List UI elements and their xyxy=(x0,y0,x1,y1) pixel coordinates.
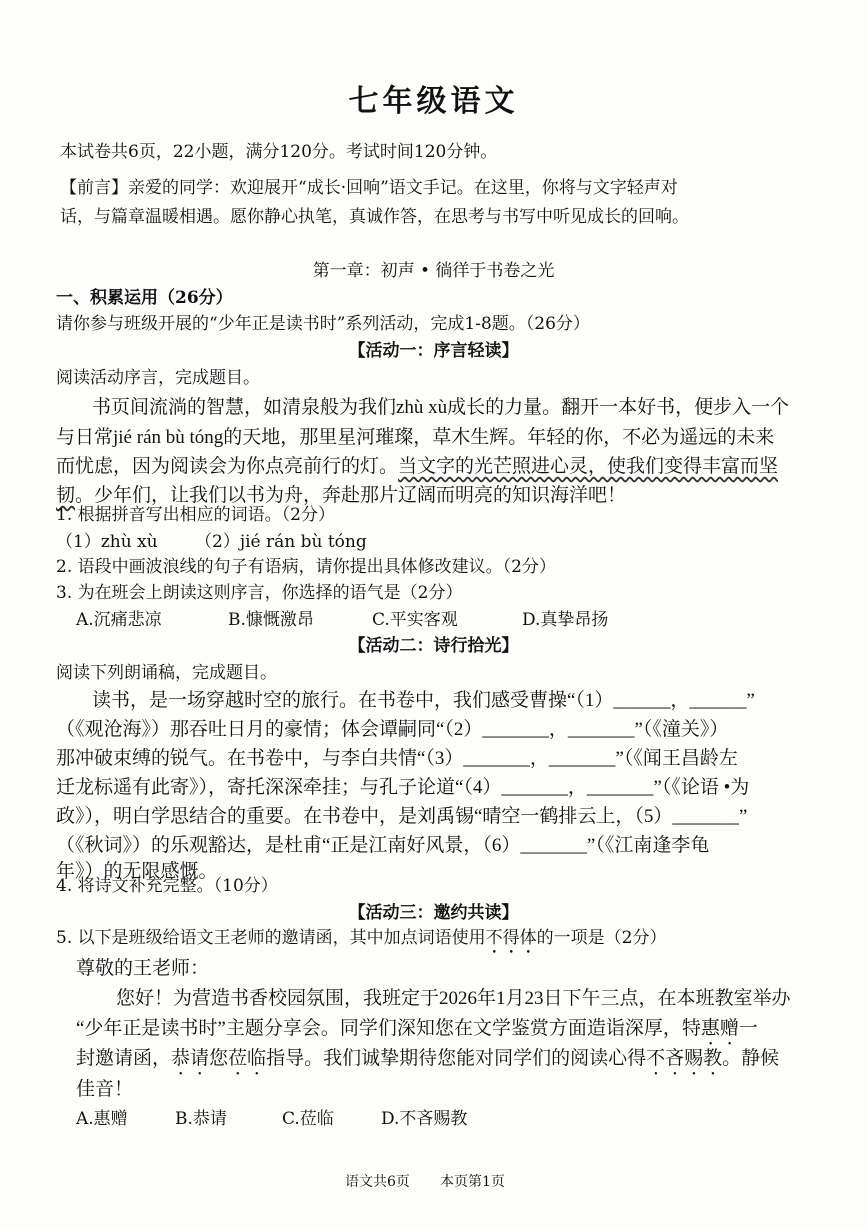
invitation-text: 您 xyxy=(209,1048,229,1069)
activity-2-instruction: 阅读下列朗诵稿，完成题目。 xyxy=(56,663,277,683)
question-5-option-a: A.惠赠 xyxy=(76,1109,128,1129)
invitation-line-4: 佳音！ xyxy=(76,1079,134,1100)
chapter-heading: 第一章：初声 • 徜徉于书卷之光 xyxy=(312,261,555,281)
invitation-line-1: 您好！为营造书香校园氛围，我班定于2026年1月23日下午三点，在本班教室举办 xyxy=(116,988,791,1009)
recitation-line-5: 政》），明白学思结合的重要。在书卷中，是刘禹锡“晴空一鹤排云上，（5）_______” xyxy=(56,806,748,827)
invitation-text: 封邀请函， xyxy=(76,1048,172,1069)
preface-line-1: 【前言】亲爱的同学：欢迎展开“成长·回响”语文手记。在这里，你将与文字轻声对 xyxy=(60,178,678,198)
question-4: 4. 将诗文补充完整。（10分） xyxy=(56,876,278,896)
question-3-option-c: C.平实客观 xyxy=(372,610,458,630)
emphasized-text: 不得体 xyxy=(485,928,537,948)
activity-2-title: 【活动二：诗行拾光】 xyxy=(348,636,519,656)
question-2: 2. 语段中画波浪线的句子有语病，请你提出具体修改建议。（2分） xyxy=(56,557,556,577)
dotted-word-lilin: 莅临 xyxy=(228,1048,267,1069)
recitation-line-3: 那冲破束缚的锐气。在书卷中，与李白共情“（3）_______，_______”（《闻王昌龄左 xyxy=(56,748,738,769)
question-3: 3. 为在班会上朗读这则序言，你选择的语气是（2分） xyxy=(56,583,463,603)
question-5-option-c: C.莅临 xyxy=(282,1109,334,1129)
question-3-option-a: A.沉痛悲凉 xyxy=(76,610,162,630)
dotted-word-bulincijiao: 不吝赐教 xyxy=(646,1048,723,1069)
wavy-underlined-sentence: 当文字的光芒照进心灵，使我们变得丰富而坚 xyxy=(398,456,779,477)
passage-text: 。少年们，让我们以书为舟，奔赴那片辽阔而明亮的知识海洋吧！ xyxy=(75,485,627,506)
question-5-option-d: D.不吝赐教 xyxy=(381,1109,468,1129)
activity-3-title: 【活动三：邀约共读】 xyxy=(348,903,519,923)
invitation-salutation: 尊敬的王老师： xyxy=(76,958,210,979)
section-instruction: 请你参与班级开展的“少年正是读书时”系列活动，完成1-8题。（26分） xyxy=(56,314,590,334)
question-5-text-end: 的一项是（2分） xyxy=(536,928,667,948)
question-5-option-b: B.恭请 xyxy=(175,1109,227,1129)
question-1-item-1: （1）zhù xù xyxy=(56,532,158,552)
invitation-text: 。静候 xyxy=(722,1048,780,1069)
exam-intro: 本试卷共6页，22小题，满分120分。考试时间120分钟。 xyxy=(60,142,498,162)
recitation-line-6: （《秋词》）的乐观豁达，是杜甫“正是江南好风景，（6）_______”（《江南逢李龟 xyxy=(56,835,710,856)
recitation-line-4: 迁龙标遥有此寄》），寄托深深牵挂；与孔子论道“（4）_______，_______”（《论语 •为 xyxy=(56,777,750,798)
invitation-text: 一 xyxy=(738,1018,758,1039)
preface-passage-line-1: 书页间流淌的智慧，如清泉般为我们zhù xù成长的力量。翻开一本好书，便步入一个 xyxy=(92,397,790,418)
invitation-text: “少年正是读书时”主题分享会。同学们深知您在文学鉴赏方面造诣深厚，特 xyxy=(76,1018,701,1039)
preface-line-2: 话，与篇章温暖相遇。愿你静心执笔，真诚作答，在思考与书写中听见成长的回响。 xyxy=(60,207,689,227)
passage-text: 而忧虑，因为阅读会为你点亮前行的灯。 xyxy=(56,456,399,477)
invitation-text: 指导。我们诚挚期待您能对同学们的阅读心得 xyxy=(266,1048,647,1069)
activity-1-title: 【活动一：序言轻读】 xyxy=(348,341,519,361)
question-5 xyxy=(56,927,666,958)
invitation-line-3 xyxy=(76,1047,779,1080)
invitation-line-2 xyxy=(76,1017,758,1050)
preface-passage-line-3 xyxy=(56,455,778,479)
dotted-word-gongqing: 恭请 xyxy=(171,1048,210,1069)
dotted-word-huizeng: 惠赠 xyxy=(700,1018,739,1039)
wavy-underlined-sentence-end: 韧 xyxy=(56,485,76,506)
page-title: 七年级语文 xyxy=(348,84,519,119)
preface-passage-line-2: 与日常jié rán bù tóng的天地，那里星河璀璨，草木生辉。年轻的你，不必为遥远的未来 xyxy=(56,427,775,448)
recitation-line-1: 读书，是一场穿越时空的旅行。在书卷中，我们感受曹操“（1）______，______” xyxy=(92,690,755,711)
activity-1-instruction: 阅读活动序言，完成题目。 xyxy=(56,368,260,388)
question-1-item-2: （2）jié rán bù tóng xyxy=(195,532,367,552)
question-3-option-d: D.真挚昂扬 xyxy=(522,610,609,630)
footer-total-pages: 语文共6页 xyxy=(345,1174,410,1190)
question-5-text: 5. 以下是班级给语文王老师的邀请函，其中加点词语使用 xyxy=(56,928,486,948)
footer-current-page: 本页第1页 xyxy=(440,1174,505,1190)
question-1: 1. 根据拼音写出相应的词语。（2分） xyxy=(56,505,335,525)
recitation-line-7: 年》）的无限感慨。 xyxy=(56,861,218,882)
recitation-line-2: （《观沧海》）那吞吐日月的豪情；体会谭嗣同“（2）_______，_______”（《潼关》） xyxy=(56,719,729,740)
question-3-option-b: B.慷慨激昂 xyxy=(228,610,314,630)
section-heading: 一、积累运用（26分） xyxy=(56,288,233,308)
